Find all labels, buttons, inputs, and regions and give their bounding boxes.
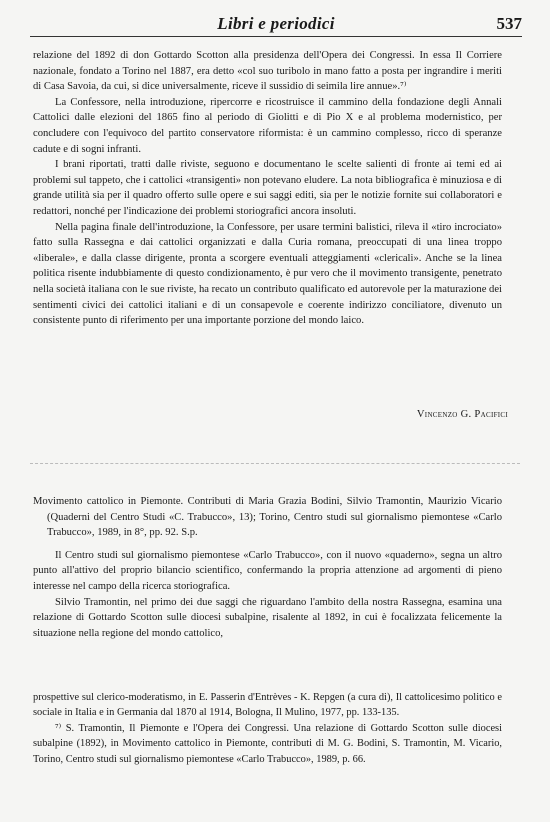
article-body [33,48,502,329]
review-section [33,494,502,641]
footnotes [33,690,502,767]
page-number: 537 [496,14,522,33]
review-citation: Movimento cattolico in Piemonte. Contributi di Maria Grazia Bodini, Silvio Tramontin, Maurizio Vicario (Quaderni del Centro Studi «C. Trabucco», 13); Torino, Centro studi sul giornalismo piemontese «Carlo Trabucco», 1989, in 8°, pp. 92. S.p. [33,496,502,539]
article-paragraph: Nella pagina finale dell'introduzione, la Confessore, per usare termini balistici, rileva il «tiro incrociato» fatto sulla Rassegna e dai cattolici organizzati e dalla Curia romana, preoccupati di una linea troppo «liberale», e dalla classe dirigente, pronta a scorgere eventuali atteggiamenti «clericali». Anche se la linea politica risente indubbiamente di questo condizionamento, è pur vero che il movimento transigente, penetrato nella società italiana con le sue riviste, ha recato un contributo qualificato ed autorevole per la maturazione dei sentimenti civici dei cattolici italiani e di un consapevole e coerente indirizzo conciliatore, divenuto un consistente punto di riferimento per una importante porzione del mondo laico. [33,221,502,327]
section-divider [30,463,520,464]
author-signature: Vincenzo G. Pacifici [416,409,508,420]
footnote: ⁷⁾ S. Tramontin, Il Piemonte e l'Opera dei Congressi. Una relazione di Gottardo Scotton sulle diocesi subalpine (1892), in Movimento cattolico in Piemonte, contributi di M. G. Bodini, S. Tramontin, M. Vicario, Torino, Centro studi sul giornalismo piemontese «Carlo Trabucco», 1989, p. 66. [33,722,502,765]
article-paragraph: I brani riportati, tratti dalle riviste, seguono e documentano le scelte salienti di fronte ai temi ed ai problemi sul tappeto, che i cattolici «transigenti» non potevano eludere. La nota bibliografica è minuziosa e di grande utilità sia per il quadro offerto sulle opere e sui saggi editi, sia per le notizie fornite sui collaboratori e redattori, nonché per l'indicazione dei problemi storiografici ancora insoluti. [33,159,502,217]
running-title: Libri e periodici [217,14,335,33]
running-header [30,14,522,37]
review-paragraph: Silvio Tramontin, nel primo dei due saggi che riguardano l'ambito della nostra Rassegna, esamina una relazione di Gottardo Scotton sulle diocesi subalpine, risalente al 1892, in cui è focalizzata felicemente la situazione nella regione del mondo cattolico, [33,596,502,639]
article-paragraph: La Confessore, nella introduzione, ripercorre e ricostruisce il cammino della fondazione degli Annali Cattolici dalle elezioni del 1865 fino al periodo di Giolitti e di Pio X e al problema modernistico, per concludere con l'equivoco del partito conservatore riformista: è un cammino complesso, ricco di speranze cadute e di sogni infranti. [33,96,502,155]
review-paragraph: Il Centro studi sul giornalismo piemontese «Carlo Trabucco», con il nuovo «quaderno», segna un altro punto all'attivo del proprio bilancio scientifico, confermando la propria attenzione ad argomenti di pieno interesse nel campo della ricerca storiografica. [33,549,502,592]
article-paragraph: relazione del 1892 di don Gottardo Scotton alla presidenza dell'Opera dei Congressi. In essa Il Corriere nazionale, fondato a Torino nel 1887, era detto «col suo turibolo in mano fatto a posta per ingrandire i meriti di Casa Savoia, da cui, si dice universalmente, riceve il sussidio di seimila lire annue».⁷⁾ [33,50,502,93]
footnote: prospettive sul clerico-moderatismo, in E. Passerin d'Entrèves - K. Repgen (a cura di), Il cattolicesimo politico e sociale in Italia e in Germania dal 1870 al 1914, Bologna, Il Mulino, 1977, pp. 133-135. [33,692,502,719]
